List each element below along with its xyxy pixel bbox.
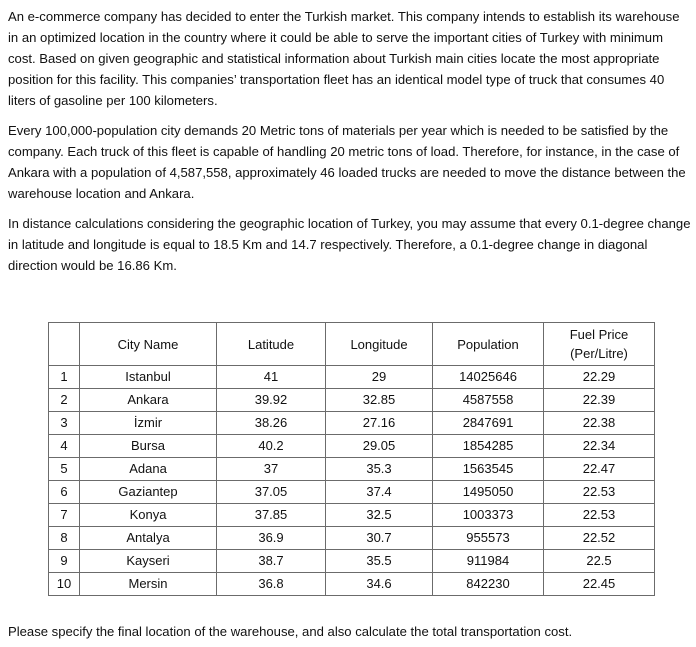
fuel-price-cell: 22.39 [544, 389, 655, 412]
fuel-price-cell: 22.38 [544, 412, 655, 435]
row-index: 3 [49, 412, 80, 435]
population-cell: 1495050 [433, 481, 544, 504]
question-text: Please specify the final location of the warehouse, and also calculate the total transportation cost. [8, 624, 573, 639]
row-index: 1 [49, 366, 80, 389]
population-cell: 842230 [433, 573, 544, 596]
row-index: 7 [49, 504, 80, 527]
distance-paragraph: In distance calculations considering the geographic location of Turkey, you may assume that every 0.1-degree change in latitude and longitude is equal to 18.5 Km and 14.7 respectively. Therefore, a 0.1-degree change in diagonal direction would be 16.86 Km. [8, 216, 691, 273]
header-fuel-price-line1: Fuel Price [569, 327, 629, 342]
population-cell: 14025646 [433, 366, 544, 389]
longitude-cell: 30.7 [326, 527, 433, 550]
latitude-cell: 38.26 [217, 412, 326, 435]
row-index: 6 [49, 481, 80, 504]
problem-statement [8, 6, 692, 276]
latitude-cell: 38.7 [217, 550, 326, 573]
table-row [49, 412, 655, 435]
population-cell: 1854285 [433, 435, 544, 458]
longitude-cell: 35.3 [326, 458, 433, 481]
population-cell: 2847691 [433, 412, 544, 435]
latitude-cell: 40.2 [217, 435, 326, 458]
population-cell: 1563545 [433, 458, 544, 481]
header-population: Population [433, 323, 544, 366]
longitude-cell: 27.16 [326, 412, 433, 435]
population-cell: 911984 [433, 550, 544, 573]
fuel-price-cell: 22.5 [544, 550, 655, 573]
city-table-container [48, 322, 655, 596]
city-name-cell: Konya [80, 504, 217, 527]
table-row [49, 573, 655, 596]
fuel-price-cell: 22.45 [544, 573, 655, 596]
population-cell: 4587558 [433, 389, 544, 412]
fuel-price-cell: 22.53 [544, 481, 655, 504]
row-index: 2 [49, 389, 80, 412]
table-row [49, 458, 655, 481]
table-row [49, 527, 655, 550]
city-name-cell: Istanbul [80, 366, 217, 389]
table-row [49, 550, 655, 573]
city-name-cell: Antalya [80, 527, 217, 550]
city-name-cell: Gaziantep [80, 481, 217, 504]
table-row [49, 389, 655, 412]
row-index: 8 [49, 527, 80, 550]
row-index: 5 [49, 458, 80, 481]
city-name-cell: Kayseri [80, 550, 217, 573]
header-longitude: Longitude [326, 323, 433, 366]
fuel-price-cell: 22.34 [544, 435, 655, 458]
city-name-cell: İzmir [80, 412, 217, 435]
fuel-price-cell: 22.53 [544, 504, 655, 527]
header-fuel-price [544, 323, 655, 366]
fuel-price-cell: 22.47 [544, 458, 655, 481]
latitude-cell: 37 [217, 458, 326, 481]
table-row [49, 435, 655, 458]
demand-paragraph: Every 100,000-population city demands 20 Metric tons of materials per year which is needed to be satisfied by the company. Each truck of this fleet is capable of handling 20 metric tons of load. Therefore, for instance, in the case of Ankara with a population of 4,587,558, approximately 46 loaded trucks are needed to move the distance between the warehouse location and Ankara. [8, 123, 686, 201]
city-name-cell: Ankara [80, 389, 217, 412]
longitude-cell: 32.5 [326, 504, 433, 527]
intro-paragraph: An e-commerce company has decided to enter the Turkish market. This company intends to establish its warehouse in an optimized location in the country where it could be able to serve the important cities of Turkey with minimum cost. Based on given geographic and statistical information about Turkish main cities locate the most appropriate position for this facility. This companies’ transportation fleet has an identical model type of truck that consumes 40 liters of gasoline per 100 kilometers. [8, 9, 680, 108]
latitude-cell: 41 [217, 366, 326, 389]
row-index: 9 [49, 550, 80, 573]
table-row [49, 481, 655, 504]
city-table [48, 322, 655, 596]
table-body [49, 366, 655, 596]
table-row [49, 366, 655, 389]
table-row [49, 504, 655, 527]
longitude-cell: 37.4 [326, 481, 433, 504]
header-index [49, 323, 80, 366]
latitude-cell: 39.92 [217, 389, 326, 412]
row-index: 4 [49, 435, 80, 458]
population-cell: 1003373 [433, 504, 544, 527]
table-header-row [49, 323, 655, 366]
longitude-cell: 29 [326, 366, 433, 389]
latitude-cell: 37.85 [217, 504, 326, 527]
population-cell: 955573 [433, 527, 544, 550]
header-fuel-price-line2: (Per/Litre) [570, 346, 628, 361]
longitude-cell: 29.05 [326, 435, 433, 458]
latitude-cell: 36.8 [217, 573, 326, 596]
latitude-cell: 36.9 [217, 527, 326, 550]
longitude-cell: 35.5 [326, 550, 433, 573]
fuel-price-cell: 22.29 [544, 366, 655, 389]
header-city-name: City Name [80, 323, 217, 366]
row-index: 10 [49, 573, 80, 596]
fuel-price-cell: 22.52 [544, 527, 655, 550]
city-name-cell: Mersin [80, 573, 217, 596]
city-name-cell: Adana [80, 458, 217, 481]
longitude-cell: 34.6 [326, 573, 433, 596]
header-latitude: Latitude [217, 323, 326, 366]
longitude-cell: 32.85 [326, 389, 433, 412]
city-name-cell: Bursa [80, 435, 217, 458]
latitude-cell: 37.05 [217, 481, 326, 504]
